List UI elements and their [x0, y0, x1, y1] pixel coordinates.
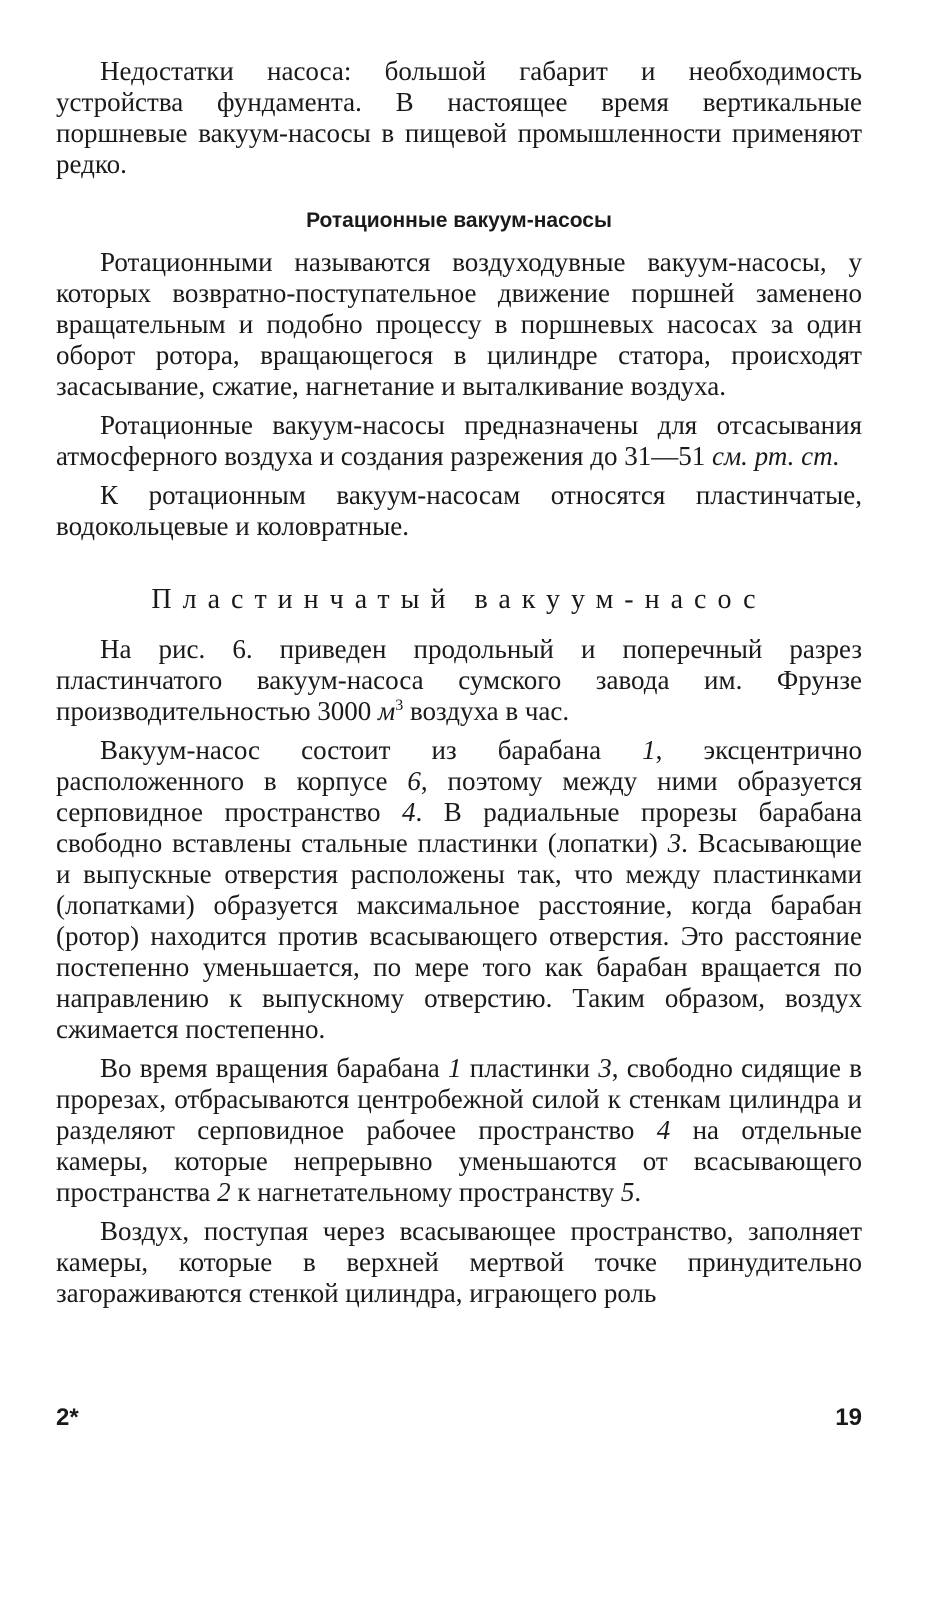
text: , эксцентрично расположенного в корпусе: [56, 735, 862, 796]
section-title: Пластинчатый вакуум-насос: [151, 584, 767, 615]
text: . Всасывающие и выпускные отверстия расположены так, что между пластинками (лопатками) образуется максимальное расстояние, когда барабан (ротор) находится против всасывающего отверстия. Это расстояние постепенно уменьшается, по мере того как барабан вращается по направлению к выпускному отверстию. Таким образом, воздух сжимается постепенно.: [56, 828, 862, 1044]
text: , свободно сидящие в прорезах, отбрасываются центробежной силой к стенкам цилиндра и разделяют серповидное рабочее пространство: [56, 1053, 862, 1145]
unit: м: [378, 696, 396, 726]
paragraph-5: [56, 634, 862, 727]
text: воздуха в час.: [403, 696, 570, 726]
ref-number: 3: [598, 1053, 612, 1083]
subheading: Ротационные вакуум-насосы: [306, 209, 612, 232]
text: Во время вращения барабана: [100, 1053, 448, 1083]
text: . В радиальные прорезы барабана свободно вставлены стальные пластинки (лопатки): [56, 797, 862, 858]
text: Ротационные вакуум-насосы предназначены для отсасывания атмосферного воздуха и создания разрежения до 31—51: [56, 410, 862, 471]
ref-number: 5: [620, 1177, 635, 1207]
text: Вакуум-насос состоит из барабана: [100, 735, 643, 765]
paragraph-8: Воздух, поступая через всасывающее пространство, заполняет камеры, которые в верхней мертвой точке принудительно загораживаются стенкой цилиндра, играющего роль: [56, 1216, 862, 1308]
paragraph-2: Ротационными называются воздуходувные вакуум-насосы, у которых возвратно-поступательное движение поршней заменено вращательным и подобно процессу в поршневых насосах за один оборот ротора, вращающегося в цилиндре статора, происходят засасывание, сжатие, нагнетание и выталкивание воздуха.: [56, 247, 862, 401]
paragraph-4: К ротационным вакуум-насосам относятся пластинчатые, водокольцевые и коловратные.: [56, 480, 862, 541]
ref-number: 1: [448, 1053, 462, 1083]
text: на отдельные камеры, которые непрерывно уменьшаются от всасывающего пространства: [56, 1115, 862, 1207]
paragraph-7: [56, 1053, 862, 1208]
page-footer: [56, 1404, 862, 1432]
unit-exponent: 3: [395, 697, 404, 714]
ref-number: 2: [217, 1177, 231, 1207]
ref-number: 4: [402, 797, 416, 827]
page-body: [56, 56, 862, 1309]
text: На рис. 6. приведен продольный и поперечный разрез пластинчатого вакуум-насоса сумского завода им. Фрунзе производительностью 3000: [56, 634, 862, 726]
text: к нагнетательному пространству: [230, 1177, 621, 1207]
paragraph-1: Недостатки насоса: большой габарит и необходимость устройства фундамента. В настоящее время вертикальные поршневые вакуум-насосы в пищевой промышленности применяют редко.: [56, 56, 862, 179]
ref-number: 6: [407, 766, 421, 796]
text: пластинки: [461, 1053, 599, 1083]
ref-number: 1: [642, 735, 656, 765]
page-number: 19: [835, 1404, 862, 1431]
ref-number: 4: [656, 1115, 671, 1145]
paragraph-3: [56, 410, 862, 472]
signature-mark: 2*: [56, 1404, 79, 1431]
paragraph-6: [56, 735, 862, 1045]
ref-number: 3: [667, 828, 682, 858]
unit: см. рт. ст.: [711, 441, 840, 471]
text: .: [634, 1177, 642, 1207]
text: , поэтому между ними образуется серповидное пространство: [56, 766, 862, 827]
